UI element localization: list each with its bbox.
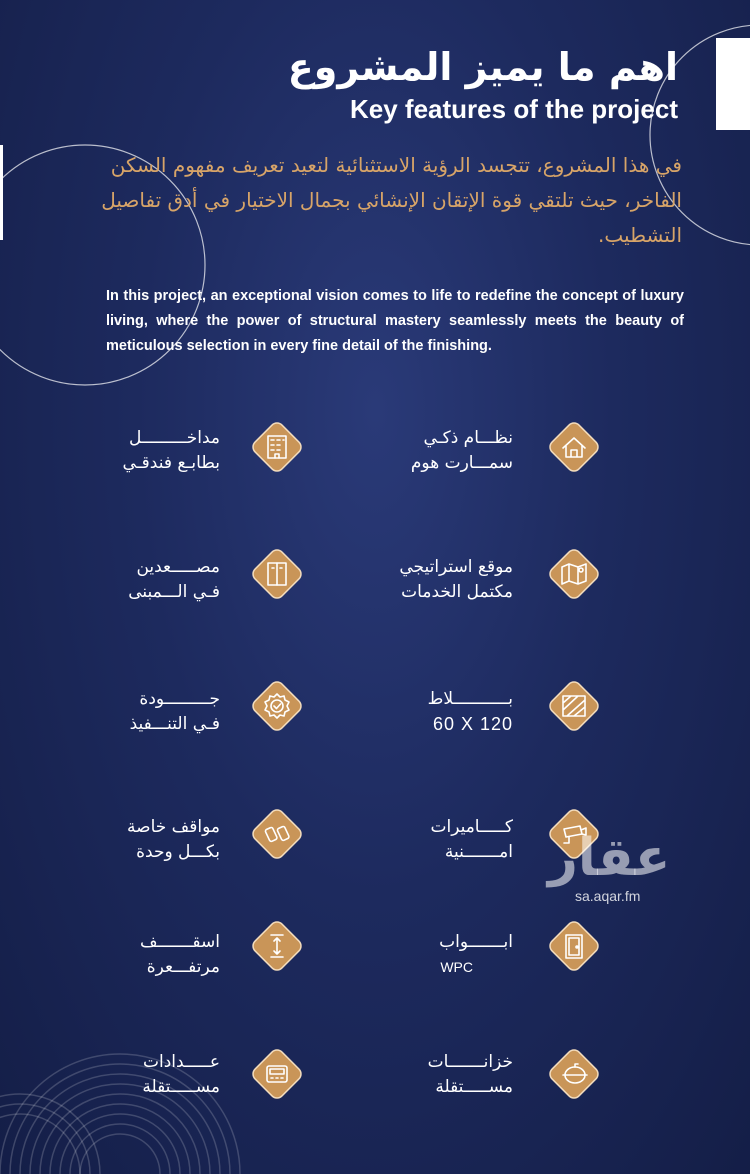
feature-cameras bbox=[338, 815, 513, 865]
tiles-icon bbox=[545, 677, 603, 735]
feature-line1: موقع استراتيجي bbox=[399, 557, 513, 577]
feature-line2: فـي الـــمبنى bbox=[128, 582, 220, 602]
feature-water-tanks bbox=[338, 1050, 513, 1100]
page-title-arabic: اهم ما يميز المشروع bbox=[287, 45, 678, 89]
elevator-icon bbox=[248, 545, 306, 603]
map-location-icon bbox=[545, 545, 603, 603]
feature-line2: مكتمل الخدمات bbox=[401, 582, 513, 602]
feature-line2: WPC bbox=[440, 959, 473, 975]
meter-icon bbox=[248, 1045, 306, 1103]
feature-line2: مســـــتقلة bbox=[435, 1077, 513, 1097]
page-title-english: Key features of the project bbox=[350, 94, 678, 124]
feature-tiles bbox=[338, 687, 513, 737]
water-tank-icon bbox=[545, 1045, 603, 1103]
hotel-building-icon bbox=[248, 418, 306, 476]
feature-line2: فـي التنـــفيذ bbox=[129, 714, 220, 734]
left-accent-line bbox=[0, 145, 3, 240]
feature-line1: بـــــــــــلاط bbox=[427, 689, 513, 709]
feature-line2: مســـــتقلة bbox=[142, 1077, 220, 1097]
feature-line1: جـــــــــودة bbox=[139, 689, 220, 709]
feature-smart-home bbox=[338, 426, 513, 476]
feature-strategic-location bbox=[338, 555, 513, 605]
feature-meters bbox=[45, 1050, 220, 1100]
feature-doors bbox=[338, 930, 513, 980]
feature-elevators bbox=[45, 555, 220, 605]
feature-hotel-entrances bbox=[45, 426, 220, 476]
intro-paragraph-arabic: في هذا المشروع، تتجسد الرؤية الاستثنائية لتعيد تعريف مفهوم السكن الفاخر، حيث تلتقي قوة الإتقان الإنشائي بجمال الاختيار في أدق تفاصيل التشطيب. bbox=[101, 153, 682, 247]
feature-line2: 60 X 120 bbox=[432, 714, 513, 734]
door-icon bbox=[545, 917, 603, 975]
feature-line1: عـــــدادات bbox=[143, 1052, 220, 1072]
high-ceiling-icon bbox=[248, 917, 306, 975]
feature-line1: ابـــــــواب bbox=[439, 932, 513, 952]
feature-line1: اسقـــــــف bbox=[139, 932, 220, 952]
feature-line1: كـــــاميرات bbox=[430, 817, 513, 837]
intro-paragraph-english: In this project, an exceptional vision comes to life to redefine the concept of luxury living, where the power of structural mastery seamlessly meets the beauty of meticulous selection in every fine detail of the finishing. bbox=[106, 288, 684, 354]
parking-cars-icon bbox=[248, 805, 306, 863]
feature-line2: بكـــل وحدة bbox=[136, 842, 220, 862]
feature-line2: مرتفـــعرة bbox=[146, 957, 220, 977]
watermark-url: sa.aqar.fm bbox=[575, 888, 641, 904]
feature-line2: امـــــــنية bbox=[444, 842, 513, 862]
feature-line2: بطابـع فندقـي bbox=[122, 453, 220, 473]
quality-badge-icon bbox=[248, 677, 306, 735]
feature-line1: مواقف خاصة bbox=[127, 817, 220, 837]
feature-line1: مصـــــعدين bbox=[136, 557, 220, 577]
feature-high-ceilings bbox=[45, 930, 220, 980]
header-white-bar bbox=[716, 38, 750, 130]
watermark-logo: عقار bbox=[548, 828, 671, 888]
feature-line1: خزانـــــــات bbox=[427, 1052, 513, 1072]
smart-home-icon bbox=[545, 418, 603, 476]
feature-line2: سمـــارت هوم bbox=[410, 453, 513, 473]
feature-parking bbox=[45, 815, 220, 865]
feature-line1: نظـــام ذكـي bbox=[423, 428, 513, 448]
feature-line1: مداخـــــــــل bbox=[129, 428, 220, 448]
feature-quality bbox=[45, 687, 220, 737]
